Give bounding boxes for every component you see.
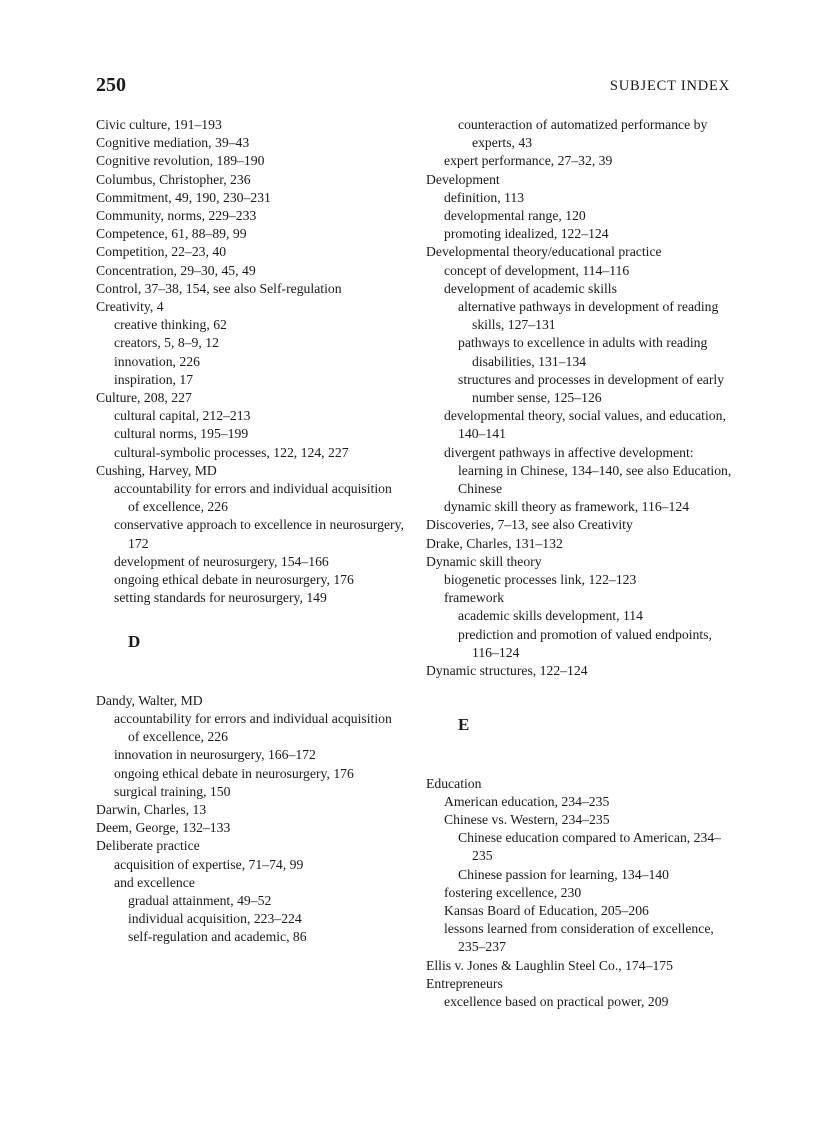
index-entry: Culture, 208, 227	[96, 390, 192, 406]
section-letter-d: D	[128, 632, 141, 652]
index-entry: individual acquisition, 223–224	[128, 911, 302, 927]
index-entry: conservative approach to excellence in neurosurgery, 172	[114, 517, 404, 551]
index-entry: accountability for errors and individual acquisition of excellence, 226	[114, 481, 392, 515]
index-entry: Cognitive mediation, 39–43	[96, 135, 250, 151]
index-entry: Education	[426, 775, 482, 791]
index-entry: alternative pathways in development of reading skills, 127–131	[458, 299, 719, 333]
index-entry: development of neurosurgery, 154–166	[114, 553, 329, 569]
index-entry: Community, norms, 229–233	[96, 208, 257, 224]
index-entry: innovation in neurosurgery, 166–172	[114, 747, 316, 763]
index-entry: acquisition of expertise, 71–74, 99	[114, 856, 304, 872]
index-entry: Dandy, Walter, MD	[96, 692, 203, 708]
index-entry: cultural-symbolic processes, 122, 124, 227	[114, 444, 349, 460]
index-entry: Discoveries, 7–13, see also Creativity	[426, 517, 633, 533]
index-entry: American education, 234–235	[444, 793, 610, 809]
index-entry: creators, 5, 8–9, 12	[114, 335, 219, 351]
index-entry: gradual attainment, 49–52	[128, 892, 272, 908]
index-entry: Drake, Charles, 131–132	[426, 535, 563, 551]
index-entry: Civic culture, 191–193	[96, 117, 222, 132]
left-column	[96, 116, 406, 947]
index-entry: promoting idealized, 122–124	[444, 226, 609, 242]
index-entry: Competition, 22–23, 40	[96, 244, 227, 260]
section-letter-e: E	[458, 715, 470, 735]
entry-list-d-continued	[426, 116, 736, 680]
index-entry: dynamic skill theory as framework, 116–124	[444, 499, 690, 515]
entry-list-c	[96, 116, 406, 607]
index-entry: academic skills development, 114	[458, 608, 643, 624]
index-entry: accountability for errors and individual acquisition of excellence, 226	[114, 710, 392, 745]
index-entry: ongoing ethical debate in neurosurgery, 176	[114, 572, 354, 588]
entry-list-d	[96, 692, 406, 947]
index-entry: Cushing, Harvey, MD	[96, 462, 217, 478]
index-entry: Dynamic skill theory	[426, 553, 542, 569]
index-entry: Ellis v. Jones & Laughlin Steel Co., 174–175	[426, 957, 673, 973]
index-entry: definition, 113	[444, 189, 525, 205]
index-entry: fostering excellence, 230	[444, 884, 582, 900]
index-entry: Kansas Board of Education, 205–206	[444, 902, 649, 918]
index-entry: developmental theory, social values, and education, 140–141	[444, 408, 726, 442]
index-entry: Competence, 61, 88–89, 99	[96, 226, 247, 242]
index-entry: inspiration, 17	[114, 371, 194, 387]
index-entry: self-regulation and academic, 86	[128, 929, 307, 945]
entry-list-e	[426, 775, 736, 1012]
index-entry: biogenetic processes link, 122–123	[444, 572, 637, 588]
page-number: 250	[96, 74, 126, 96]
index-entry: excellence based on practical power, 209	[444, 993, 669, 1009]
index-entry: developmental range, 120	[444, 208, 586, 224]
index-entry: Deliberate practice	[96, 838, 200, 854]
index-entry: Chinese vs. Western, 234–235	[444, 811, 610, 827]
index-entry: and excellence	[114, 874, 195, 890]
index-entry: Chinese education compared to American, 234–235	[458, 830, 722, 864]
index-entry: Creativity, 4	[96, 299, 164, 315]
index-entry: framework	[444, 590, 505, 606]
index-entry: prediction and promotion of valued endpoints, 116–124	[458, 626, 712, 660]
index-entry: creative thinking, 62	[114, 317, 227, 333]
index-entry: Dynamic structures, 122–124	[426, 663, 588, 679]
index-entry: lessons learned from consideration of excellence, 235–237	[444, 921, 714, 955]
index-entry: cultural capital, 212–213	[114, 408, 251, 424]
index-entry: Commitment, 49, 190, 230–231	[96, 189, 271, 205]
index-entry: Entrepreneurs	[426, 975, 503, 991]
index-entry: surgical training, 150	[114, 783, 231, 799]
index-entry: development of academic skills	[444, 280, 617, 296]
index-entry: structures and processes in development of early number sense, 125–126	[458, 371, 725, 406]
index-entry: ongoing ethical debate in neurosurgery, 176	[114, 765, 354, 781]
index-entry: Deem, George, 132–133	[96, 820, 231, 836]
index-entry: Darwin, Charles, 13	[96, 801, 207, 817]
index-entry: expert performance, 27–32, 39	[444, 153, 613, 169]
index-entry: counteraction of automatized performance by experts, 43	[458, 117, 708, 151]
index-entry: setting standards for neurosurgery, 149	[114, 590, 327, 606]
index-entry: pathways to excellence in adults with reading disabilities, 131–134	[458, 335, 708, 369]
index-entry: Control, 37–38, 154, see also Self-regulation	[96, 280, 342, 296]
index-entry: cultural norms, 195–199	[114, 426, 249, 442]
index-entry: concept of development, 114–116	[444, 262, 630, 278]
index-entry: Concentration, 29–30, 45, 49	[96, 262, 256, 278]
index-entry: divergent pathways in affective development: learning in Chinese, 134–140, see also Education, Chinese	[444, 444, 732, 497]
running-head: SUBJECT INDEX	[609, 78, 730, 94]
index-entry: Developmental theory/educational practice	[426, 244, 662, 260]
index-entry: Columbus, Christopher, 236	[96, 171, 251, 187]
index-entry: Cognitive revolution, 189–190	[96, 153, 265, 169]
index-entry: Chinese passion for learning, 134–140	[458, 866, 669, 882]
index-entry: innovation, 226	[114, 353, 200, 369]
index-entry: Development	[426, 171, 500, 187]
right-column	[426, 116, 736, 1011]
